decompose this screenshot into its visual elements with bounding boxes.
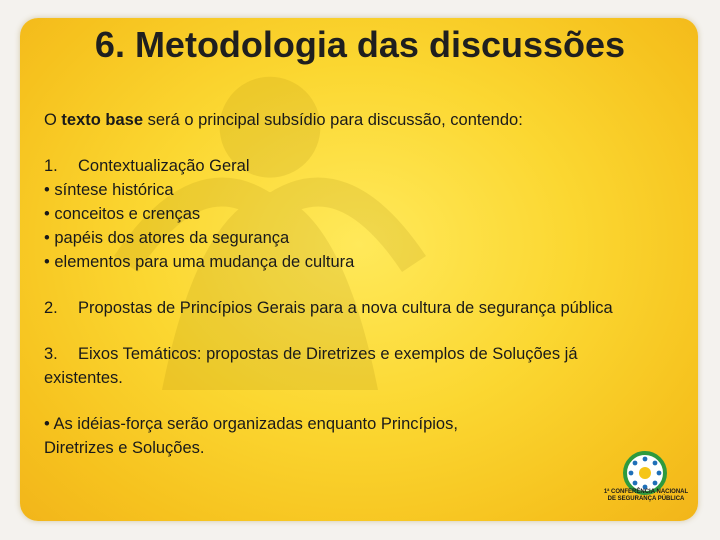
bullet-item: • conceitos e crenças — [44, 205, 201, 223]
logo-text — [600, 489, 692, 503]
item-3-label: Eixos Temáticos: propostas de Diretrizes e exemplos de Soluções já existentes. — [44, 345, 578, 387]
intro-suffix: será o principal subsídio para discussão, contendo: — [143, 111, 523, 129]
logo-line-1: 1ª CONFERÊNCIA NACIONAL — [603, 489, 689, 495]
item-3 — [44, 342, 644, 390]
item-3-number: 3. — [44, 345, 58, 363]
page-title: 6. Metodologia das discussões — [94, 24, 626, 65]
intro-prefix: O — [44, 111, 62, 129]
bullet-item: • síntese histórica — [44, 181, 174, 199]
logo-line-2: DE SEGURANÇA PÚBLICA — [607, 496, 685, 502]
item-2 — [44, 296, 684, 320]
slide-content — [44, 108, 684, 460]
item-2-label: Propostas de Princípios Gerais para a nova cultura de segurança pública — [78, 299, 613, 317]
item-1 — [44, 154, 684, 178]
item-2-number: 2. — [44, 299, 58, 317]
closing-line: • As idéias-força serão organizadas enquanto Princípios, Diretrizes e Soluções. — [44, 415, 458, 457]
item-1-number: 1. — [44, 157, 58, 175]
bullet-item: • elementos para uma mudança de cultura — [44, 253, 355, 271]
intro-line — [44, 108, 684, 132]
intro-bold: texto base — [61, 111, 144, 129]
bullet-item: • papéis dos atores da segurança — [44, 229, 290, 247]
item-1-label: Contextualização Geral — [78, 157, 250, 175]
